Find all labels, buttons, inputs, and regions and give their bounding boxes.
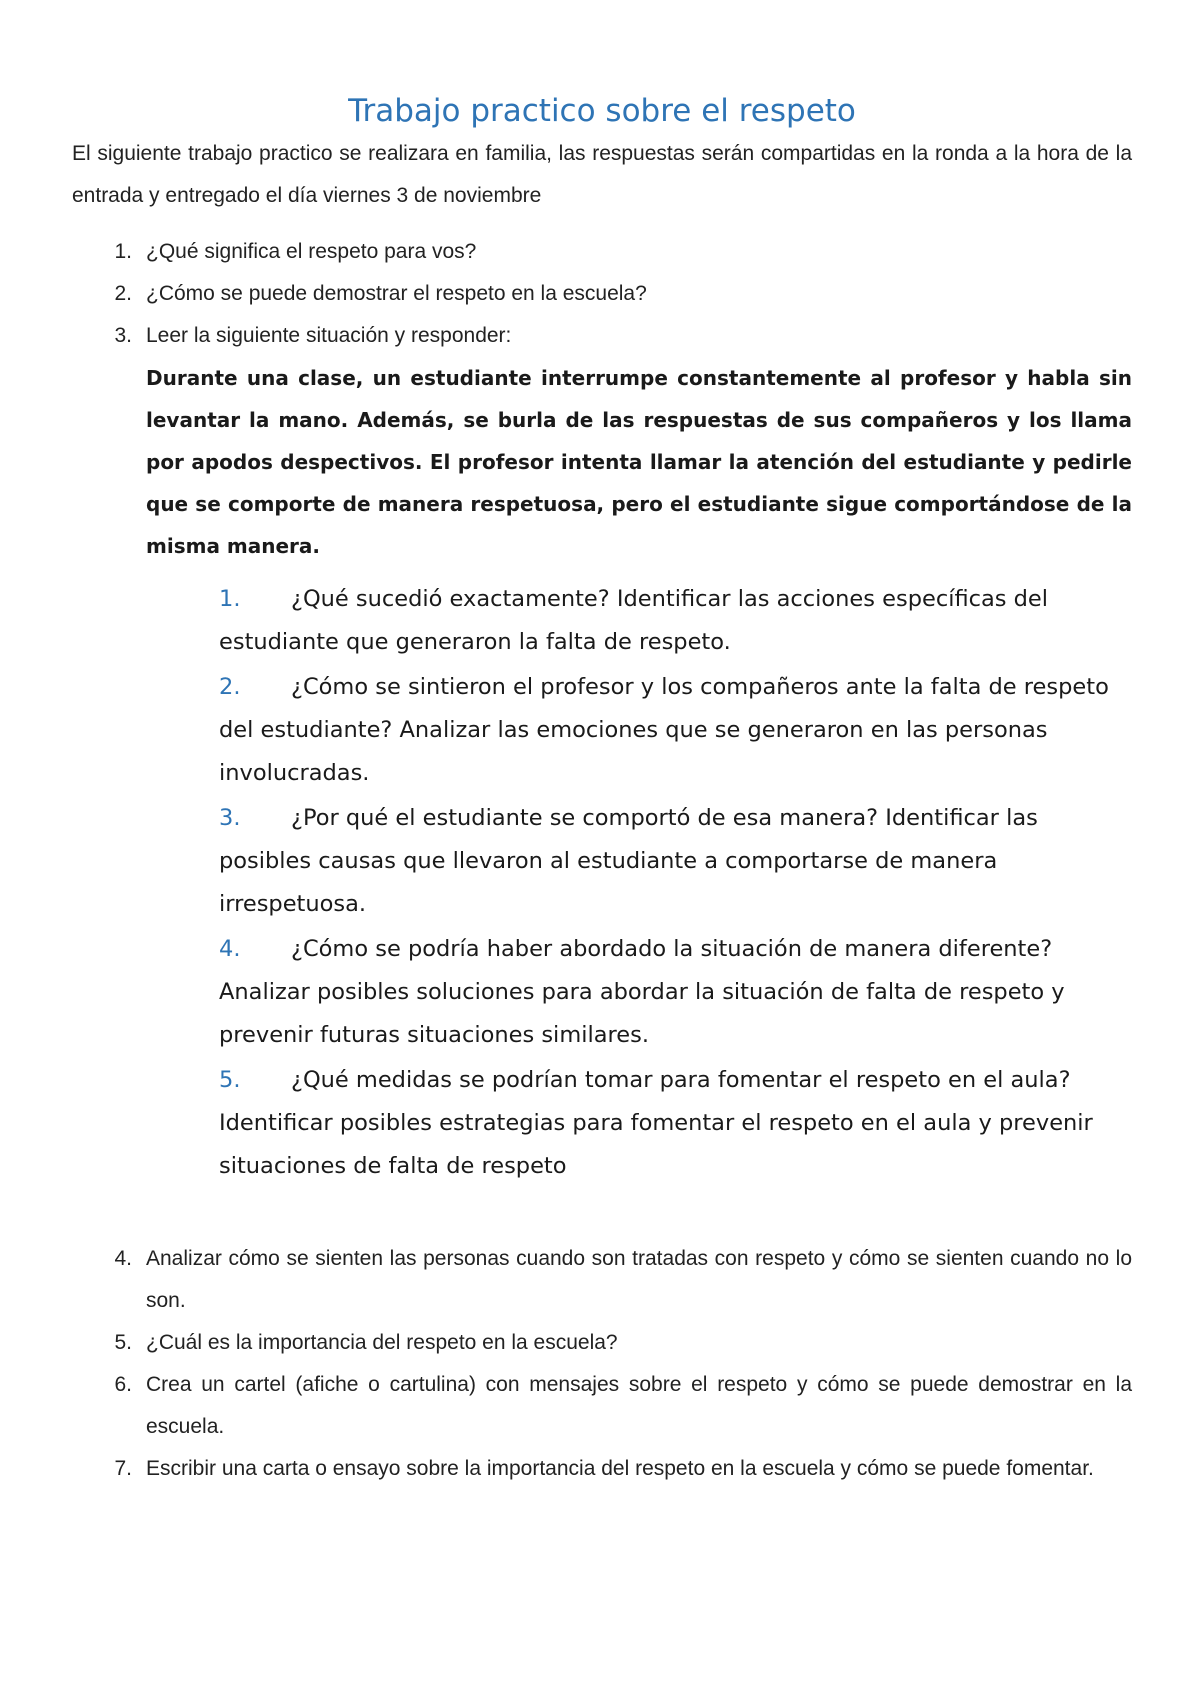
document-title: Trabajo practico sobre el respeto xyxy=(348,93,856,129)
sub-question-text: ¿Qué medidas se podrían tomar para fomentar el respeto en el aula? Identificar posibles estrategias para fomentar el respeto en el aula y prevenir situaciones de falta de respeto xyxy=(219,1067,1093,1179)
intro-paragraph: El siguiente trabajo practico se realizara en familia, las respuestas serán compartidas en la ronda a la hora de la entrada y entregado el día viernes 3 de noviembre xyxy=(72,142,1132,207)
sub-question-text: ¿Qué sucedió exactamente? Identificar las acciones específicas del estudiante que generaron la falta de respeto. xyxy=(219,586,1049,655)
sub-question-number: 4. xyxy=(219,936,241,962)
sub-question-2 xyxy=(219,666,1132,795)
sub-question-number: 1. xyxy=(219,586,241,612)
question-text: Leer la siguiente situación y responder: xyxy=(146,324,512,347)
question-text: ¿Cómo se puede demostrar el respeto en la escuela? xyxy=(146,282,647,305)
question-text: ¿Cuál es la importancia del respeto en la escuela? xyxy=(146,1331,618,1354)
question-number: 1. xyxy=(114,240,132,263)
question-text: ¿Qué significa el respeto para vos? xyxy=(146,240,477,263)
question-number: 6. xyxy=(114,1373,132,1396)
question-number: 2. xyxy=(114,282,132,305)
sub-question-4 xyxy=(219,928,1132,1057)
scenario-paragraph: Durante una clase, un estudiante interrumpe constantemente al profesor y habla sin levantar la mano. Además, se burla de las respuestas de sus compañeros y los llama por apodos despectivos. El profesor intenta llamar la atención del estudiante y pedirle que se comporte de manera respetuosa, pero el estudiante sigue comportándose de la misma manera. xyxy=(146,366,1132,558)
question-number: 7. xyxy=(114,1457,132,1480)
sub-question-text: ¿Cómo se podría haber abordado la situación de manera diferente? Analizar posibles soluciones para abordar la situación de falta de respeto y prevenir futuras situaciones similares. xyxy=(219,936,1065,1048)
sub-question-number: 3. xyxy=(219,805,241,831)
sub-question-1 xyxy=(219,578,1132,664)
question-text: Crea un cartel (afiche o cartulina) con mensajes sobre el respeto y cómo se puede demostrar en la escuela. xyxy=(146,1373,1132,1438)
sub-question-text: ¿Por qué el estudiante se comportó de esa manera? Identificar las posibles causas que llevaron al estudiante a comportarse de manera irrespetuosa. xyxy=(219,805,1038,917)
sub-question-number: 5. xyxy=(219,1067,241,1093)
question-text: Analizar cómo se sienten las personas cuando son tratadas con respeto y cómo se sienten cuando no lo son. xyxy=(146,1247,1132,1312)
question-text: Escribir una carta o ensayo sobre la importancia del respeto en la escuela y cómo se puede fomentar. xyxy=(146,1457,1094,1480)
sub-question-5 xyxy=(219,1059,1132,1188)
question-number: 4. xyxy=(114,1247,132,1270)
question-number: 3. xyxy=(114,324,132,347)
question-number: 5. xyxy=(114,1331,132,1354)
sub-question-number: 2. xyxy=(219,674,241,700)
sub-question-3 xyxy=(219,797,1132,926)
sub-question-text: ¿Cómo se sintieron el profesor y los compañeros ante la falta de respeto del estudiante? Analizar las emociones que se generaron en las personas involucradas. xyxy=(219,674,1109,786)
